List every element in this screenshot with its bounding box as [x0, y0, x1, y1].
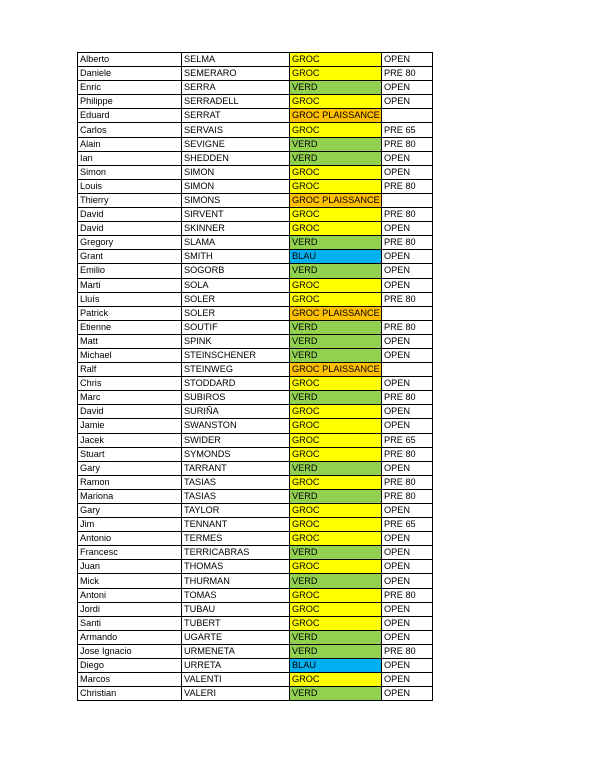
table-row — [78, 546, 433, 560]
table-row — [78, 461, 433, 475]
first-name-cell: Marti — [78, 278, 182, 292]
table-row — [78, 334, 433, 348]
category-cell: PRE 80 — [382, 137, 433, 151]
last-name-cell: TENNANT — [182, 518, 290, 532]
last-name-cell: TARRANT — [182, 461, 290, 475]
table-row — [78, 616, 433, 630]
first-name-cell: Jamie — [78, 419, 182, 433]
table-row — [78, 405, 433, 419]
table-row — [78, 278, 433, 292]
group-cell: VERD — [290, 236, 382, 250]
first-name-cell: Gary — [78, 461, 182, 475]
first-name-cell: Thierry — [78, 193, 182, 207]
category-cell: OPEN — [382, 574, 433, 588]
group-cell: GROC — [290, 179, 382, 193]
category-cell: PRE 80 — [382, 475, 433, 489]
group-cell: GROC — [290, 165, 382, 179]
table-row — [78, 602, 433, 616]
table-row — [78, 208, 433, 222]
table-row — [78, 320, 433, 334]
last-name-cell: SERRA — [182, 81, 290, 95]
first-name-cell: Grant — [78, 250, 182, 264]
table-row — [78, 137, 433, 151]
table-row — [78, 673, 433, 687]
group-cell: VERD — [290, 489, 382, 503]
first-name-cell: Ralf — [78, 363, 182, 377]
last-name-cell: SIRVENT — [182, 208, 290, 222]
category-cell — [382, 363, 433, 377]
first-name-cell: Francesc — [78, 546, 182, 560]
last-name-cell: UGARTE — [182, 630, 290, 644]
category-cell: OPEN — [382, 630, 433, 644]
group-cell: GROC PLAISSANCE — [290, 306, 382, 320]
category-cell: PRE 80 — [382, 320, 433, 334]
table-row — [78, 659, 433, 673]
group-cell: GROC — [290, 588, 382, 602]
group-cell: GROC — [290, 95, 382, 109]
first-name-cell: David — [78, 208, 182, 222]
table-row — [78, 644, 433, 658]
group-cell: VERD — [290, 630, 382, 644]
category-cell: OPEN — [382, 377, 433, 391]
category-cell: OPEN — [382, 560, 433, 574]
first-name-cell: Ramon — [78, 475, 182, 489]
table-row — [78, 391, 433, 405]
first-name-cell: Carlos — [78, 123, 182, 137]
category-cell: OPEN — [382, 95, 433, 109]
group-cell: VERD — [290, 687, 382, 701]
last-name-cell: TERMES — [182, 532, 290, 546]
category-cell: OPEN — [382, 616, 433, 630]
table-row — [78, 222, 433, 236]
first-name-cell: Eduard — [78, 109, 182, 123]
last-name-cell: SERRAT — [182, 109, 290, 123]
first-name-cell: Emilio — [78, 264, 182, 278]
roster-body — [78, 53, 433, 701]
category-cell: OPEN — [382, 405, 433, 419]
category-cell: OPEN — [382, 687, 433, 701]
group-cell: GROC PLAISSANCE — [290, 363, 382, 377]
last-name-cell: URMENETA — [182, 644, 290, 658]
first-name-cell: Jordi — [78, 602, 182, 616]
table-row — [78, 348, 433, 362]
last-name-cell: STODDARD — [182, 377, 290, 391]
table-row — [78, 447, 433, 461]
category-cell — [382, 193, 433, 207]
last-name-cell: SEVIGNE — [182, 137, 290, 151]
table-row — [78, 236, 433, 250]
table-row — [78, 560, 433, 574]
first-name-cell: Antoni — [78, 588, 182, 602]
first-name-cell: Santi — [78, 616, 182, 630]
table-row — [78, 518, 433, 532]
category-cell: OPEN — [382, 334, 433, 348]
first-name-cell: Mick — [78, 574, 182, 588]
last-name-cell: SURIÑA — [182, 405, 290, 419]
table-row — [78, 630, 433, 644]
first-name-cell: Jim — [78, 518, 182, 532]
group-cell: VERD — [290, 334, 382, 348]
table-row — [78, 250, 433, 264]
category-cell: PRE 80 — [382, 391, 433, 405]
last-name-cell: THURMAN — [182, 574, 290, 588]
last-name-cell: SLAMA — [182, 236, 290, 250]
first-name-cell: Marcos — [78, 673, 182, 687]
group-cell: VERD — [290, 264, 382, 278]
first-name-cell: Daniele — [78, 67, 182, 81]
first-name-cell: Jose Ignacio — [78, 644, 182, 658]
table-row — [78, 67, 433, 81]
table-row — [78, 475, 433, 489]
group-cell: GROC — [290, 433, 382, 447]
first-name-cell: Alberto — [78, 53, 182, 67]
first-name-cell: Marc — [78, 391, 182, 405]
last-name-cell: SUBIROS — [182, 391, 290, 405]
category-cell: PRE 80 — [382, 179, 433, 193]
first-name-cell: Stuart — [78, 447, 182, 461]
first-name-cell: Juan — [78, 560, 182, 574]
category-cell: OPEN — [382, 546, 433, 560]
category-cell: OPEN — [382, 250, 433, 264]
first-name-cell: Etienne — [78, 320, 182, 334]
last-name-cell: URRETA — [182, 659, 290, 673]
last-name-cell: TAYLOR — [182, 504, 290, 518]
last-name-cell: VALENTI — [182, 673, 290, 687]
category-cell: OPEN — [382, 264, 433, 278]
group-cell: VERD — [290, 81, 382, 95]
group-cell: VERD — [290, 391, 382, 405]
last-name-cell: SEMERARO — [182, 67, 290, 81]
table-row — [78, 123, 433, 137]
table-row — [78, 306, 433, 320]
table-row — [78, 504, 433, 518]
last-name-cell: SKINNER — [182, 222, 290, 236]
category-cell: PRE 65 — [382, 433, 433, 447]
table-row — [78, 53, 433, 67]
first-name-cell: Michael — [78, 348, 182, 362]
category-cell: OPEN — [382, 419, 433, 433]
first-name-cell: Jacek — [78, 433, 182, 447]
table-row — [78, 489, 433, 503]
category-cell: OPEN — [382, 165, 433, 179]
first-name-cell: Diego — [78, 659, 182, 673]
table-row — [78, 193, 433, 207]
category-cell: PRE 80 — [382, 644, 433, 658]
first-name-cell: Patrick — [78, 306, 182, 320]
group-cell: GROC — [290, 377, 382, 391]
last-name-cell: SOUTIF — [182, 320, 290, 334]
first-name-cell: Lluís — [78, 292, 182, 306]
last-name-cell: SWANSTON — [182, 419, 290, 433]
group-cell: GROC — [290, 123, 382, 137]
table-row — [78, 687, 433, 701]
last-name-cell: TUBAU — [182, 602, 290, 616]
category-cell: OPEN — [382, 532, 433, 546]
category-cell: OPEN — [382, 151, 433, 165]
first-name-cell: David — [78, 222, 182, 236]
group-cell: GROC — [290, 475, 382, 489]
last-name-cell: STEINSCHENER — [182, 348, 290, 362]
category-cell: OPEN — [382, 673, 433, 687]
first-name-cell: Armando — [78, 630, 182, 644]
group-cell: GROC — [290, 518, 382, 532]
last-name-cell: SMITH — [182, 250, 290, 264]
group-cell: BLAU — [290, 659, 382, 673]
last-name-cell: SERRADELL — [182, 95, 290, 109]
first-name-cell: Gregory — [78, 236, 182, 250]
last-name-cell: STEINWEG — [182, 363, 290, 377]
group-cell: VERD — [290, 137, 382, 151]
group-cell: GROC — [290, 504, 382, 518]
last-name-cell: SELMA — [182, 53, 290, 67]
last-name-cell: SOLER — [182, 292, 290, 306]
group-cell: VERD — [290, 574, 382, 588]
table-row — [78, 165, 433, 179]
last-name-cell: TOMAS — [182, 588, 290, 602]
group-cell: GROC PLAISSANCE — [290, 109, 382, 123]
table-row — [78, 377, 433, 391]
table-row — [78, 532, 433, 546]
group-cell: VERD — [290, 151, 382, 165]
last-name-cell: TASIAS — [182, 475, 290, 489]
group-cell: GROC — [290, 278, 382, 292]
category-cell: OPEN — [382, 461, 433, 475]
category-cell: PRE 80 — [382, 208, 433, 222]
group-cell: GROC — [290, 222, 382, 236]
last-name-cell: SPINK — [182, 334, 290, 348]
last-name-cell: SOLA — [182, 278, 290, 292]
last-name-cell: SYMONDS — [182, 447, 290, 461]
group-cell: VERD — [290, 546, 382, 560]
table-row — [78, 95, 433, 109]
table-row — [78, 433, 433, 447]
group-cell: GROC — [290, 292, 382, 306]
category-cell — [382, 109, 433, 123]
category-cell: PRE 80 — [382, 292, 433, 306]
category-cell — [382, 306, 433, 320]
category-cell: PRE 80 — [382, 489, 433, 503]
category-cell: PRE 80 — [382, 447, 433, 461]
table-row — [78, 151, 433, 165]
group-cell: GROC — [290, 602, 382, 616]
first-name-cell: Ian — [78, 151, 182, 165]
last-name-cell: THOMAS — [182, 560, 290, 574]
last-name-cell: TASIAS — [182, 489, 290, 503]
roster-table — [77, 52, 433, 701]
last-name-cell: SERVAIS — [182, 123, 290, 137]
group-cell: GROC — [290, 208, 382, 222]
group-cell: GROC — [290, 405, 382, 419]
table-row — [78, 574, 433, 588]
first-name-cell: Matt — [78, 334, 182, 348]
category-cell: OPEN — [382, 348, 433, 362]
group-cell: GROC — [290, 419, 382, 433]
first-name-cell: Antonio — [78, 532, 182, 546]
group-cell: GROC — [290, 560, 382, 574]
category-cell: PRE 80 — [382, 588, 433, 602]
group-cell: GROC — [290, 67, 382, 81]
table-row — [78, 292, 433, 306]
last-name-cell: SOGORB — [182, 264, 290, 278]
first-name-cell: Gary — [78, 504, 182, 518]
category-cell: OPEN — [382, 659, 433, 673]
first-name-cell: David — [78, 405, 182, 419]
last-name-cell: SIMON — [182, 179, 290, 193]
table-row — [78, 264, 433, 278]
last-name-cell: SHEDDEN — [182, 151, 290, 165]
last-name-cell: SIMONS — [182, 193, 290, 207]
group-cell: GROC — [290, 673, 382, 687]
group-cell: GROC — [290, 447, 382, 461]
table-row — [78, 588, 433, 602]
category-cell: PRE 65 — [382, 123, 433, 137]
first-name-cell: Alain — [78, 137, 182, 151]
table-row — [78, 81, 433, 95]
group-cell: GROC — [290, 53, 382, 67]
last-name-cell: SOLER — [182, 306, 290, 320]
first-name-cell: Enric — [78, 81, 182, 95]
last-name-cell: TUBERT — [182, 616, 290, 630]
last-name-cell: TERRICABRAS — [182, 546, 290, 560]
first-name-cell: Christian — [78, 687, 182, 701]
category-cell: OPEN — [382, 81, 433, 95]
last-name-cell: SIMON — [182, 165, 290, 179]
category-cell: PRE 80 — [382, 236, 433, 250]
first-name-cell: Chris — [78, 377, 182, 391]
category-cell: OPEN — [382, 504, 433, 518]
last-name-cell: VALERI — [182, 687, 290, 701]
group-cell: BLAU — [290, 250, 382, 264]
category-cell: PRE 65 — [382, 518, 433, 532]
first-name-cell: Mariona — [78, 489, 182, 503]
group-cell: GROC — [290, 532, 382, 546]
category-cell: PRE 80 — [382, 67, 433, 81]
first-name-cell: Simon — [78, 165, 182, 179]
category-cell: OPEN — [382, 53, 433, 67]
table-row — [78, 363, 433, 377]
table-row — [78, 419, 433, 433]
last-name-cell: SWIDER — [182, 433, 290, 447]
table-row — [78, 109, 433, 123]
first-name-cell: Louis — [78, 179, 182, 193]
group-cell: VERD — [290, 320, 382, 334]
category-cell: OPEN — [382, 278, 433, 292]
group-cell: VERD — [290, 461, 382, 475]
group-cell: VERD — [290, 348, 382, 362]
first-name-cell: Philippe — [78, 95, 182, 109]
category-cell: OPEN — [382, 602, 433, 616]
group-cell: VERD — [290, 644, 382, 658]
table-row — [78, 179, 433, 193]
group-cell: GROC — [290, 616, 382, 630]
category-cell: OPEN — [382, 222, 433, 236]
group-cell: GROC PLAISSANCE — [290, 193, 382, 207]
